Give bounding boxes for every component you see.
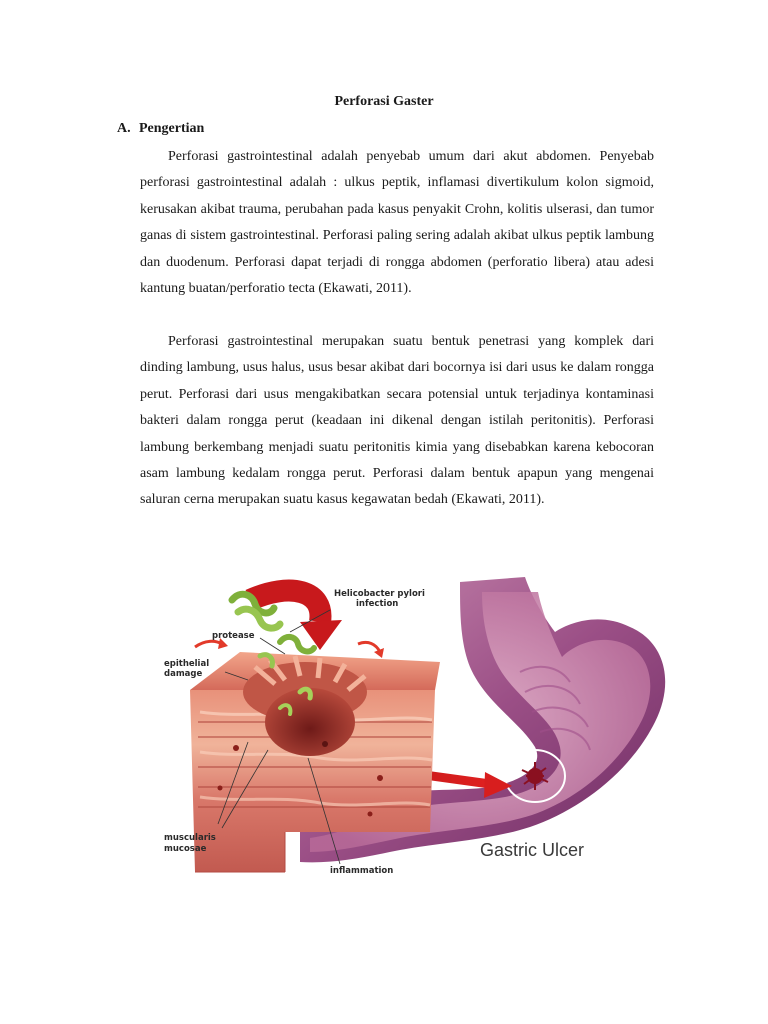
label-infection: infection — [356, 599, 399, 609]
paragraph-1: Perforasi gastrointestinal adalah penyebab umum dari akut abdomen. Penyebab perforasi gastrointestinal adalah : ulkus peptik, inflamasi divertikulum kolon sigmoid, kerusakan akibat trauma, perubahan pada kasus penyakit Crohn, kolitis ulserasi, dan tumor ganas di sistem gastrointestinal. Perforasi paling sering adalah akibat ulkus peptik lambung dan duodenum. Perforasi dapat terjadi di rongga abdomen (perforatio libera) atau adesi kantung buatan/perforatio tecta (Ekawati, 2011). — [140, 149, 654, 297]
gastric-ulcer-illustration — [160, 572, 680, 892]
page-title: Perforasi Gaster — [334, 94, 434, 109]
section-heading — [117, 121, 204, 137]
label-helicobacter: Helicobacter pylori — [334, 589, 425, 599]
label-protease: protease — [212, 631, 255, 641]
section-title: Pengertian — [139, 121, 205, 136]
section-number: A. — [117, 121, 131, 136]
label-damage: damage — [164, 669, 203, 679]
label-inflammation: inflammation — [330, 866, 394, 876]
figure-caption: Gastric Ulcer — [480, 840, 585, 860]
label-epithelial: epithelial — [164, 659, 210, 669]
paragraph-2: Perforasi gastrointestinal merupakan suatu bentuk penetrasi yang komplek dari dinding lambung, usus halus, usus besar akibat dari bocornya isi dari usus ke dalam rongga perut. Perforasi dari usus mengakibatkan secara potensial untuk terjadinya kontaminasi bakteri dalam rongga perut (keadaan ini dikenal dengan istilah peritonitis). Perforasi lambung berkembang menjadi suatu peritonitis kimia yang disebabkan karena kebocoran asam lambung kedalam rongga perut. Perforasi dalam bentuk apapun yang mengenai saluran cerna merupakan suatu kasus kegawatan bedah (Ekawati, 2011). — [140, 334, 654, 508]
label-muscularis: muscularis — [164, 833, 216, 843]
label-mucosae: mucosae — [164, 844, 207, 854]
